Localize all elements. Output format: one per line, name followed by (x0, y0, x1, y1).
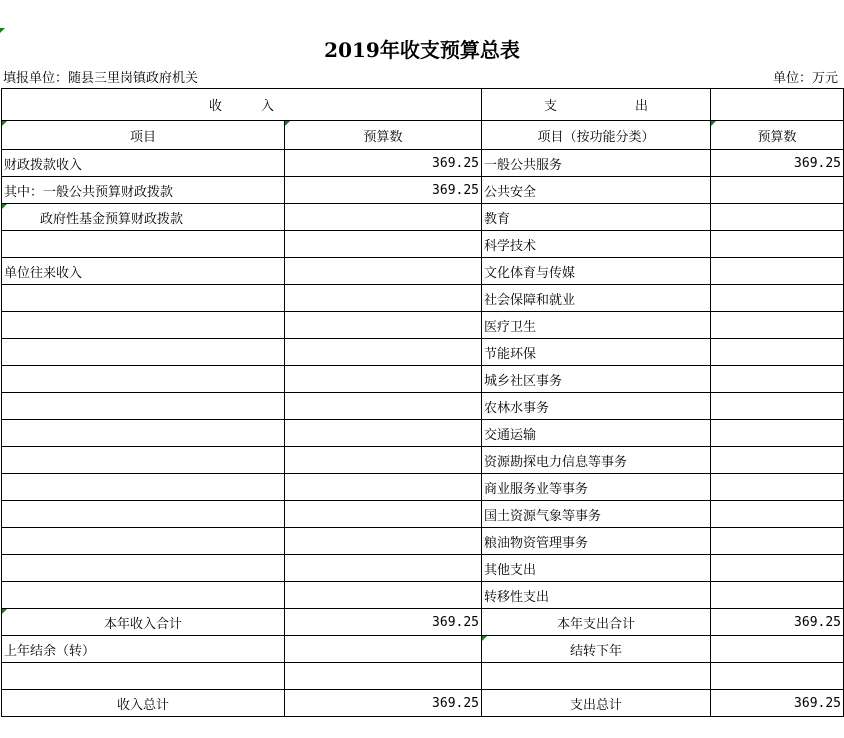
carryover-label[interactable]: 上年结余（转） (2, 636, 285, 663)
income-value-cell[interactable] (285, 447, 482, 474)
col-header-budget[interactable]: 预算数 (285, 121, 482, 150)
income-value-cell[interactable]: 369.25 (285, 177, 482, 204)
income-item-cell[interactable] (2, 339, 285, 366)
income-year-total-value[interactable]: 369.25 (285, 609, 482, 636)
table-row (2, 393, 844, 420)
expenditure-item-cell[interactable]: 城乡社区事务 (482, 366, 711, 393)
expenditure-item-cell[interactable]: 科学技术 (482, 231, 711, 258)
expenditure-item-cell[interactable]: 节能环保 (482, 339, 711, 366)
expenditure-item-cell[interactable]: 医疗卫生 (482, 312, 711, 339)
expenditure-value-cell[interactable] (711, 393, 844, 420)
income-value-cell[interactable] (285, 474, 482, 501)
empty-cell[interactable] (285, 663, 482, 690)
totals-row (2, 609, 844, 636)
table-row (2, 582, 844, 609)
income-item-cell[interactable]: 单位往来收入 (2, 258, 285, 285)
income-item-cell[interactable] (2, 447, 285, 474)
income-value-cell[interactable] (285, 339, 482, 366)
expenditure-value-cell[interactable] (711, 420, 844, 447)
table-row (2, 339, 844, 366)
col-header-item-func[interactable]: 项目（按功能分类） (482, 121, 711, 150)
expenditure-value-cell[interactable] (711, 258, 844, 285)
expenditure-item-cell[interactable]: 公共安全 (482, 177, 711, 204)
table-row (2, 258, 844, 285)
empty-cell[interactable] (711, 636, 844, 663)
table-row (2, 420, 844, 447)
income-item-cell[interactable] (2, 474, 285, 501)
totals-row (2, 663, 844, 690)
empty-cell[interactable] (285, 636, 482, 663)
expenditure-value-cell[interactable] (711, 285, 844, 312)
totals-row (2, 636, 844, 663)
totals-row (2, 690, 844, 717)
table-row (2, 474, 844, 501)
expenditure-value-cell[interactable] (711, 312, 844, 339)
table-row (2, 447, 844, 474)
income-value-cell[interactable] (285, 555, 482, 582)
table-row (2, 501, 844, 528)
expenditure-value-cell[interactable] (711, 501, 844, 528)
reporting-unit: 填报单位：随县三里岗镇政府机关 (3, 71, 199, 86)
income-item-cell[interactable] (2, 555, 285, 582)
expenditure-item-cell[interactable]: 商业服务业等事务 (482, 474, 711, 501)
income-item-cell[interactable] (2, 285, 285, 312)
income-item-cell[interactable]: 财政拨款收入 (2, 150, 285, 177)
expenditure-item-cell[interactable]: 文化体育与传媒 (482, 258, 711, 285)
expenditure-value-cell[interactable] (711, 582, 844, 609)
expenditure-value-cell[interactable] (711, 366, 844, 393)
expenditure-value-cell[interactable] (711, 204, 844, 231)
expenditure-item-cell[interactable]: 资源勘探电力信息等事务 (482, 447, 711, 474)
carryforward-label[interactable]: 结转下年 (482, 636, 711, 663)
income-item-cell[interactable] (2, 582, 285, 609)
income-value-cell[interactable] (285, 582, 482, 609)
empty-cell[interactable] (482, 663, 711, 690)
income-value-cell[interactable] (285, 501, 482, 528)
income-grand-total-label[interactable]: 收入总计 (2, 690, 285, 717)
empty-cell[interactable] (711, 663, 844, 690)
table-row (2, 366, 844, 393)
income-item-cell[interactable] (2, 420, 285, 447)
expenditure-value-cell[interactable] (711, 231, 844, 258)
col-header-item[interactable]: 项目 (2, 121, 285, 150)
table-row (2, 177, 844, 204)
expenditure-item-cell[interactable]: 农林水事务 (482, 393, 711, 420)
income-value-cell[interactable]: 369.25 (285, 150, 482, 177)
cell-comment-marker (0, 28, 5, 33)
income-value-cell[interactable] (285, 231, 482, 258)
income-item-cell[interactable] (2, 366, 285, 393)
income-grand-total-value[interactable]: 369.25 (285, 690, 482, 717)
expenditure-header[interactable]: 支 出 (482, 89, 711, 121)
income-value-cell[interactable] (285, 528, 482, 555)
expenditure-item-cell[interactable]: 教育 (482, 204, 711, 231)
expenditure-value-cell[interactable] (711, 177, 844, 204)
income-value-cell[interactable] (285, 420, 482, 447)
expenditure-year-total-value[interactable]: 369.25 (711, 609, 844, 636)
expenditure-value-cell[interactable] (711, 474, 844, 501)
table-row (2, 204, 844, 231)
income-header[interactable]: 收 入 (2, 89, 482, 121)
empty-cell[interactable] (711, 89, 844, 121)
income-item-cell[interactable]: 其中：一般公共预算财政拨款 (2, 177, 285, 204)
empty-cell[interactable] (2, 663, 285, 690)
expenditure-item-cell[interactable]: 粮油物资管理事务 (482, 528, 711, 555)
income-value-cell[interactable] (285, 312, 482, 339)
page-title: 2019年收支预算总表 (324, 38, 520, 62)
income-value-cell[interactable] (285, 204, 482, 231)
expenditure-value-cell[interactable] (711, 528, 844, 555)
table-row (2, 231, 844, 258)
income-year-total-label[interactable]: 本年收入合计 (2, 609, 285, 636)
table-row (2, 150, 844, 177)
income-value-cell[interactable] (285, 258, 482, 285)
income-item-cell[interactable] (2, 312, 285, 339)
expenditure-value-cell[interactable] (711, 339, 844, 366)
income-item-cell[interactable] (2, 528, 285, 555)
column-header-row (2, 121, 844, 150)
table-row (2, 528, 844, 555)
expenditure-item-cell[interactable]: 转移性支出 (482, 582, 711, 609)
income-item-cell[interactable] (2, 501, 285, 528)
budget-summary-table (1, 88, 844, 717)
expenditure-value-cell[interactable] (711, 555, 844, 582)
expenditure-grand-total-value[interactable]: 369.25 (711, 690, 844, 717)
expenditure-item-cell[interactable]: 国土资源气象等事务 (482, 501, 711, 528)
currency-unit: 单位：万元 (772, 71, 838, 86)
expenditure-item-cell[interactable]: 交通运输 (482, 420, 711, 447)
expenditure-grand-total-label[interactable]: 支出总计 (482, 690, 711, 717)
expenditure-item-cell[interactable]: 社会保障和就业 (482, 285, 711, 312)
table-row (2, 555, 844, 582)
expenditure-value-cell[interactable]: 369.25 (711, 150, 844, 177)
expenditure-item-cell[interactable]: 一般公共服务 (482, 150, 711, 177)
income-value-cell[interactable] (285, 393, 482, 420)
income-item-cell[interactable] (2, 393, 285, 420)
table-row (2, 312, 844, 339)
expenditure-item-cell[interactable]: 其他支出 (482, 555, 711, 582)
expenditure-year-total-label[interactable]: 本年支出合计 (482, 609, 711, 636)
col-header-budget-exp[interactable]: 预算数 (711, 121, 844, 150)
section-header-row (2, 89, 844, 121)
expenditure-value-cell[interactable] (711, 447, 844, 474)
income-item-cell[interactable]: 政府性基金预算财政拨款 (2, 204, 285, 231)
table-row (2, 285, 844, 312)
income-value-cell[interactable] (285, 285, 482, 312)
income-item-cell[interactable] (2, 231, 285, 258)
income-value-cell[interactable] (285, 366, 482, 393)
